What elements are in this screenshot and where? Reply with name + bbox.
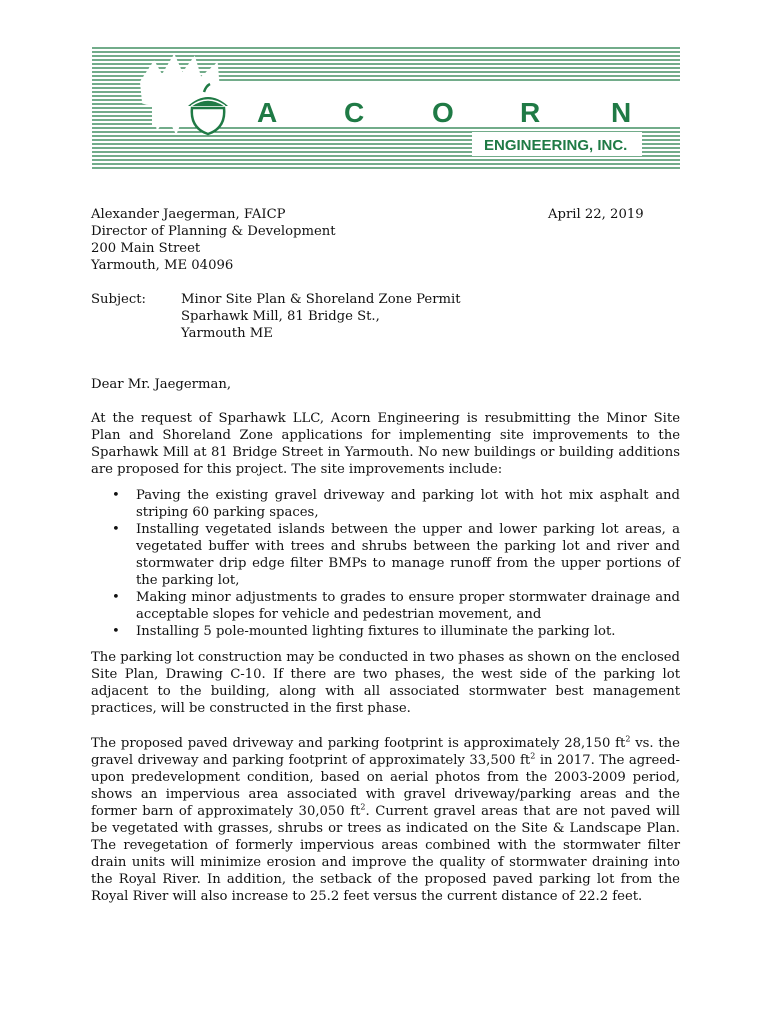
letterhead [92,44,680,172]
logo-letter-n: N [611,97,632,128]
list-item: • Paving the existing gravel driveway and parking lot with hot mix asphalt and striping 60 parking spaces, [112,488,680,520]
logo-letter-a: A [257,97,278,128]
company-subtitle: ENGINEERING, INC. [484,137,628,154]
subject-line-3: Yarmouth ME [181,326,273,341]
bullet-icon: • [112,624,120,639]
intro-paragraph: At the request of Sparhawk LLC, Acorn Engineering is resubmitting the Minor Site Plan and Shoreland Zone applications for implementing site improvements to the Sparhawk Mill at 81 Bridge Street in Yarmouth. No new buildings or building additions are proposed for this project. The site improvements include: [91,411,680,477]
recipient-name: Alexander Jaegerman, FAICP [91,207,286,222]
recipient-city: Yarmouth, ME 04096 [91,258,234,273]
subject-lines [181,291,461,342]
subject-line-1: Minor Site Plan & Shoreland Zone Permit [181,292,461,307]
logo-letter-r: R [520,97,541,128]
list-item: • Installing vegetated islands between the upper and lower parking lot areas, a vegetated buffer with trees and shrubs between the parking lot and river and stormwater drip edge filter BMPs to manage runoff from the upper portions of the parking lot, [112,522,680,588]
letter-date: April 22, 2019 [548,207,644,222]
improvements-list [91,487,680,640]
footprint-paragraph: The proposed paved driveway and parking footprint is approximately 28,150 $ft^2$ vs. the gravel driveway and parking footprint of approximately 33,500 $ft^2$ in 2017. The agreed-upon predevelopment condition, based on aerial photos from the 2003-2009 period, shows an impervious area associated with gravel driveway/parking areas and the former barn of approximately 30,050 $ft^2$. Current gravel areas that are not paved will be vegetated with grasses, shrubs or trees as indicated on the Site & Landscape Plan. The revegetation of formerly impervious areas combined with the stormwater filter drain units will minimize erosion and improve the quality of stormwater draining into the Royal River. In addition, the setback of the proposed paved parking lot from the Royal River will also increase to 25.2 feet versus the current distance of 22.2 feet. [91,734,681,904]
list-item: • Making minor adjustments to grades to ensure proper stormwater drainage and acceptable slopes for vehicle and pedestrian movement, and [112,590,680,622]
superscript-2: 2 [360,802,366,812]
subject-line-2: Sparhawk Mill, 81 Bridge St., [181,309,380,324]
logo-letter-o: O [432,97,454,128]
bullet-icon: • [112,590,120,605]
superscript-2: 2 [625,734,631,744]
acorn-engineering-logo [92,44,680,172]
bullet-icon: • [112,522,120,537]
salutation: Dear Mr. Jaegerman, [91,377,232,392]
subject-label: Subject: [91,292,146,307]
recipient-title: Director of Planning & Development [91,224,336,239]
logo-letter-c: C [344,97,365,128]
list-item: • Installing 5 pole-mounted lighting fixtures to illuminate the parking lot. [112,624,616,639]
phases-paragraph: The parking lot construction may be conducted in two phases as shown on the enclosed Site Plan, Drawing C-10. If there are two phases, the west side of the parking lot adjacent to the building, along with all associated stormwater best management practices, will be constructed in the first phase. [91,650,680,716]
superscript-2: 2 [530,751,536,761]
recipient-street: 200 Main Street [91,241,201,256]
bullet-icon: • [112,488,120,503]
